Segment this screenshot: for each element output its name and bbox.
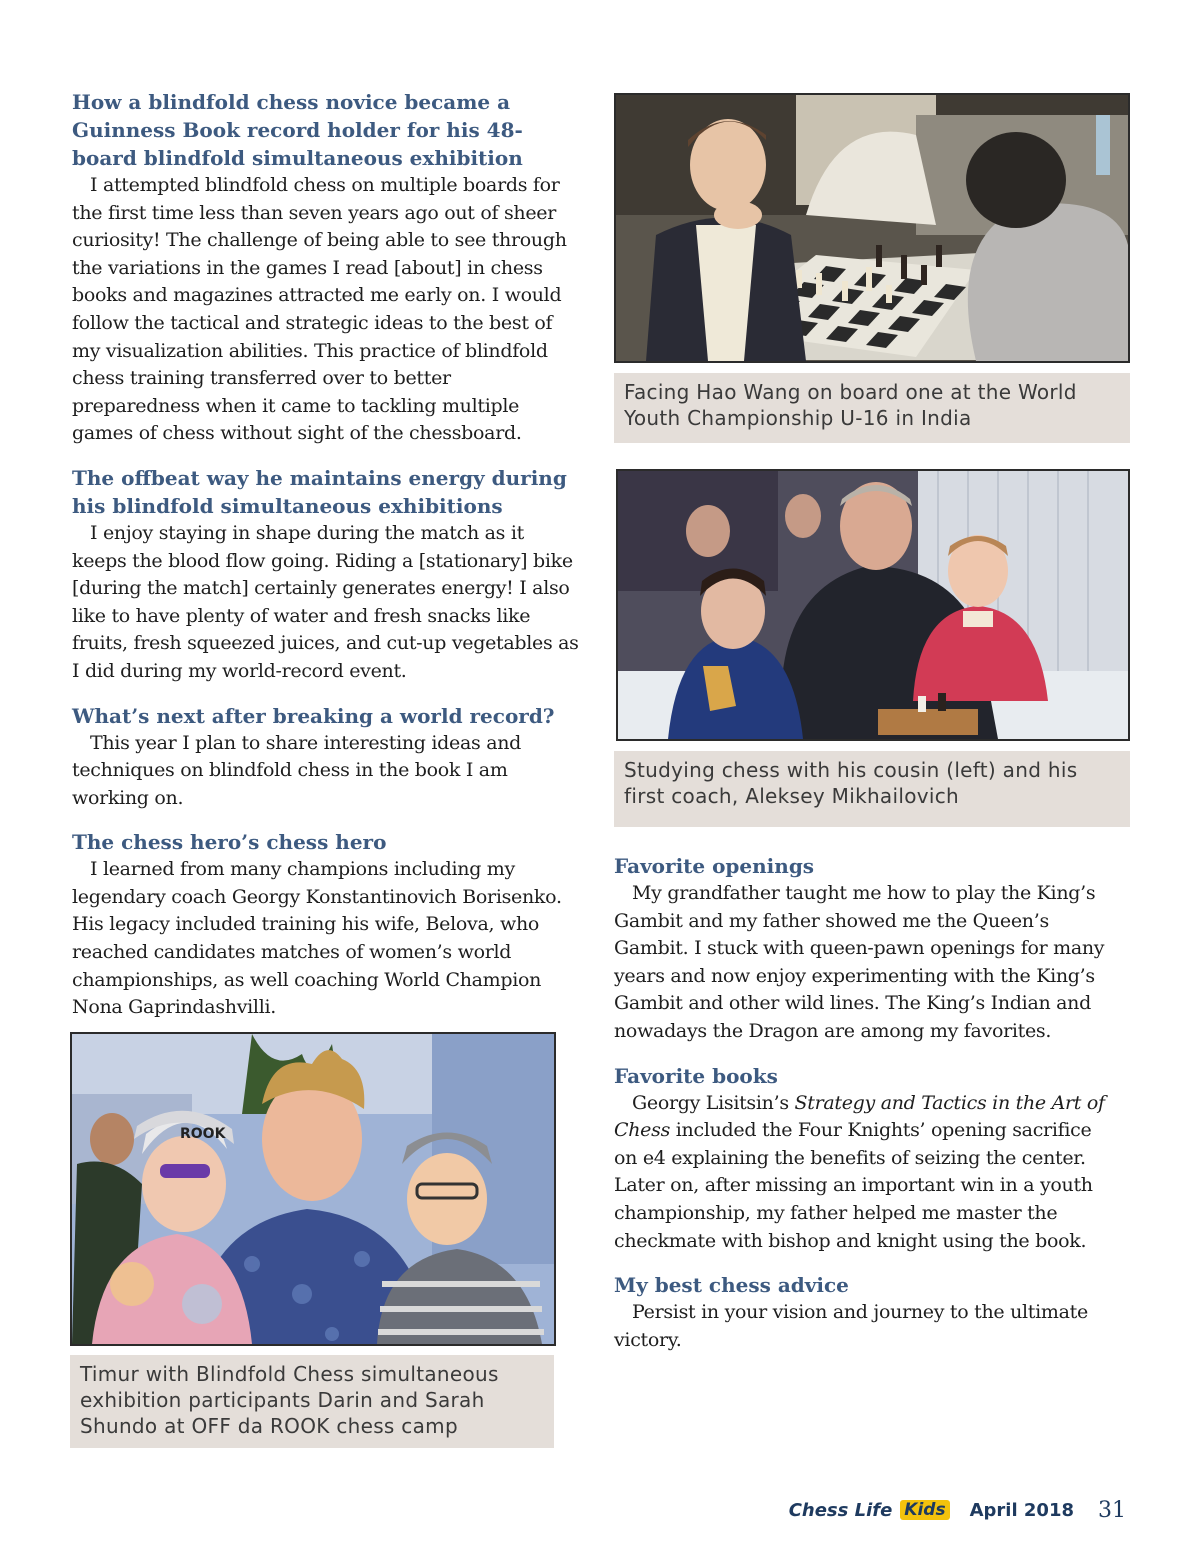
section-heading: Favorite books: [614, 1063, 778, 1088]
caption-photo2: Studying chess with his cousin (left) and his first coach, Aleksey Mikhailovich: [614, 751, 1130, 827]
article-section: [614, 1271, 1114, 1354]
caption-photo3: Timur with Blindfold Chess simultaneous exhibition participants Darin and Sarah Shundo at OFF da ROOK chess camp: [70, 1355, 554, 1448]
photo-world-youth-championship: [614, 93, 1130, 363]
page-footer: [789, 1494, 1126, 1526]
page-number: 31: [1098, 1497, 1126, 1523]
photo-scene: [72, 1034, 554, 1344]
article-section: [72, 88, 584, 448]
section-body: I attempted blindfold chess on multiple boards for the first time less than seven years ago out of sheer curiosity! The challenge of being able to see through the variations in the games I read [about] in chess books and magazines attracted me early on. I would follow the tactical and strategic ideas to the best of my visualization abilities. This practice of blindfold chess training transferred over to better preparedness when it came to tackling multiple games of chess without sight of the chessboard.: [72, 174, 567, 445]
cap-logo-text: ROOK: [180, 1126, 226, 1142]
section-body: [614, 1090, 1114, 1256]
article-section: [72, 702, 584, 813]
magazine-title: Chess Life: [788, 1499, 893, 1521]
issue-date: April 2018: [969, 1499, 1074, 1521]
left-column: [72, 88, 584, 1038]
right-column: [614, 852, 1114, 1370]
section-heading: The offbeat way he maintains energy during his blindfold simultaneous exhibitions: [72, 465, 567, 518]
photo-scene: [616, 95, 1128, 361]
article-section: [72, 464, 584, 686]
photo-studying-with-coach: [616, 469, 1130, 741]
section-heading: The chess hero’s chess hero: [72, 830, 387, 855]
section-heading: How a blindfold chess novice became a Guinness Book record holder for his 48-board blindfold simultaneous exhibition: [72, 90, 523, 170]
body-text-end: included the Four Knights’ opening sacrifice on e4 explaining the benefits of seizing the center. Later on, after missing an important win in a youth championship, my father helped me master the checkmate with bishop and knight using the book.: [614, 1119, 1093, 1252]
article-section: [72, 828, 584, 1022]
section-body: I learned from many champions including my legendary coach Georgy Konstantinovich Borisenko. His legacy included training his wife, Belova, who reached candidates matches of women’s world championships, as well coaching World Champion Nona Gaprindashvilli.: [72, 858, 562, 1019]
section-body: This year I plan to share interesting ideas and techniques on blindfold chess in the book I am working on.: [72, 731, 522, 809]
book-title: Strategy and Tactics in the Art of Chess: [614, 1091, 1105, 1142]
section-body: I enjoy staying in shape during the match as it keeps the blood flow going. Riding a [stationary] bike [during the match] certainly generates energy! I also like to have plenty of water and fresh snacks like fruits, fresh squeezed juices, and cut-up vegetables as I did during my world-record event.: [72, 521, 579, 682]
article-section: [614, 852, 1114, 1046]
body-text-start: Georgy Lisitsin’s: [632, 1091, 795, 1114]
magazine-kids-logo: Kids: [900, 1500, 949, 1520]
section-body: My grandfather taught me how to play the King’s Gambit and my father showed me the Queen’s Gambit. I stuck with queen-pawn openings for many years and now enjoy experimenting with the King’s Gambit and other wild lines. The King’s Indian and nowadays the Dragon are among my favorites.: [614, 882, 1105, 1042]
photo-scene: [618, 471, 1128, 739]
section-heading: My best chess advice: [614, 1273, 849, 1298]
photo-off-da-rook-camp: [70, 1032, 556, 1346]
section-heading: Favorite openings: [614, 854, 815, 878]
article-section: [614, 1062, 1114, 1256]
section-heading: What’s next after breaking a world record?: [72, 703, 555, 728]
section-body: Persist in your vision and journey to the ultimate victory.: [614, 1301, 1088, 1351]
caption-photo1: Facing Hao Wang on board one at the World Youth Championship U-16 in India: [614, 373, 1130, 443]
